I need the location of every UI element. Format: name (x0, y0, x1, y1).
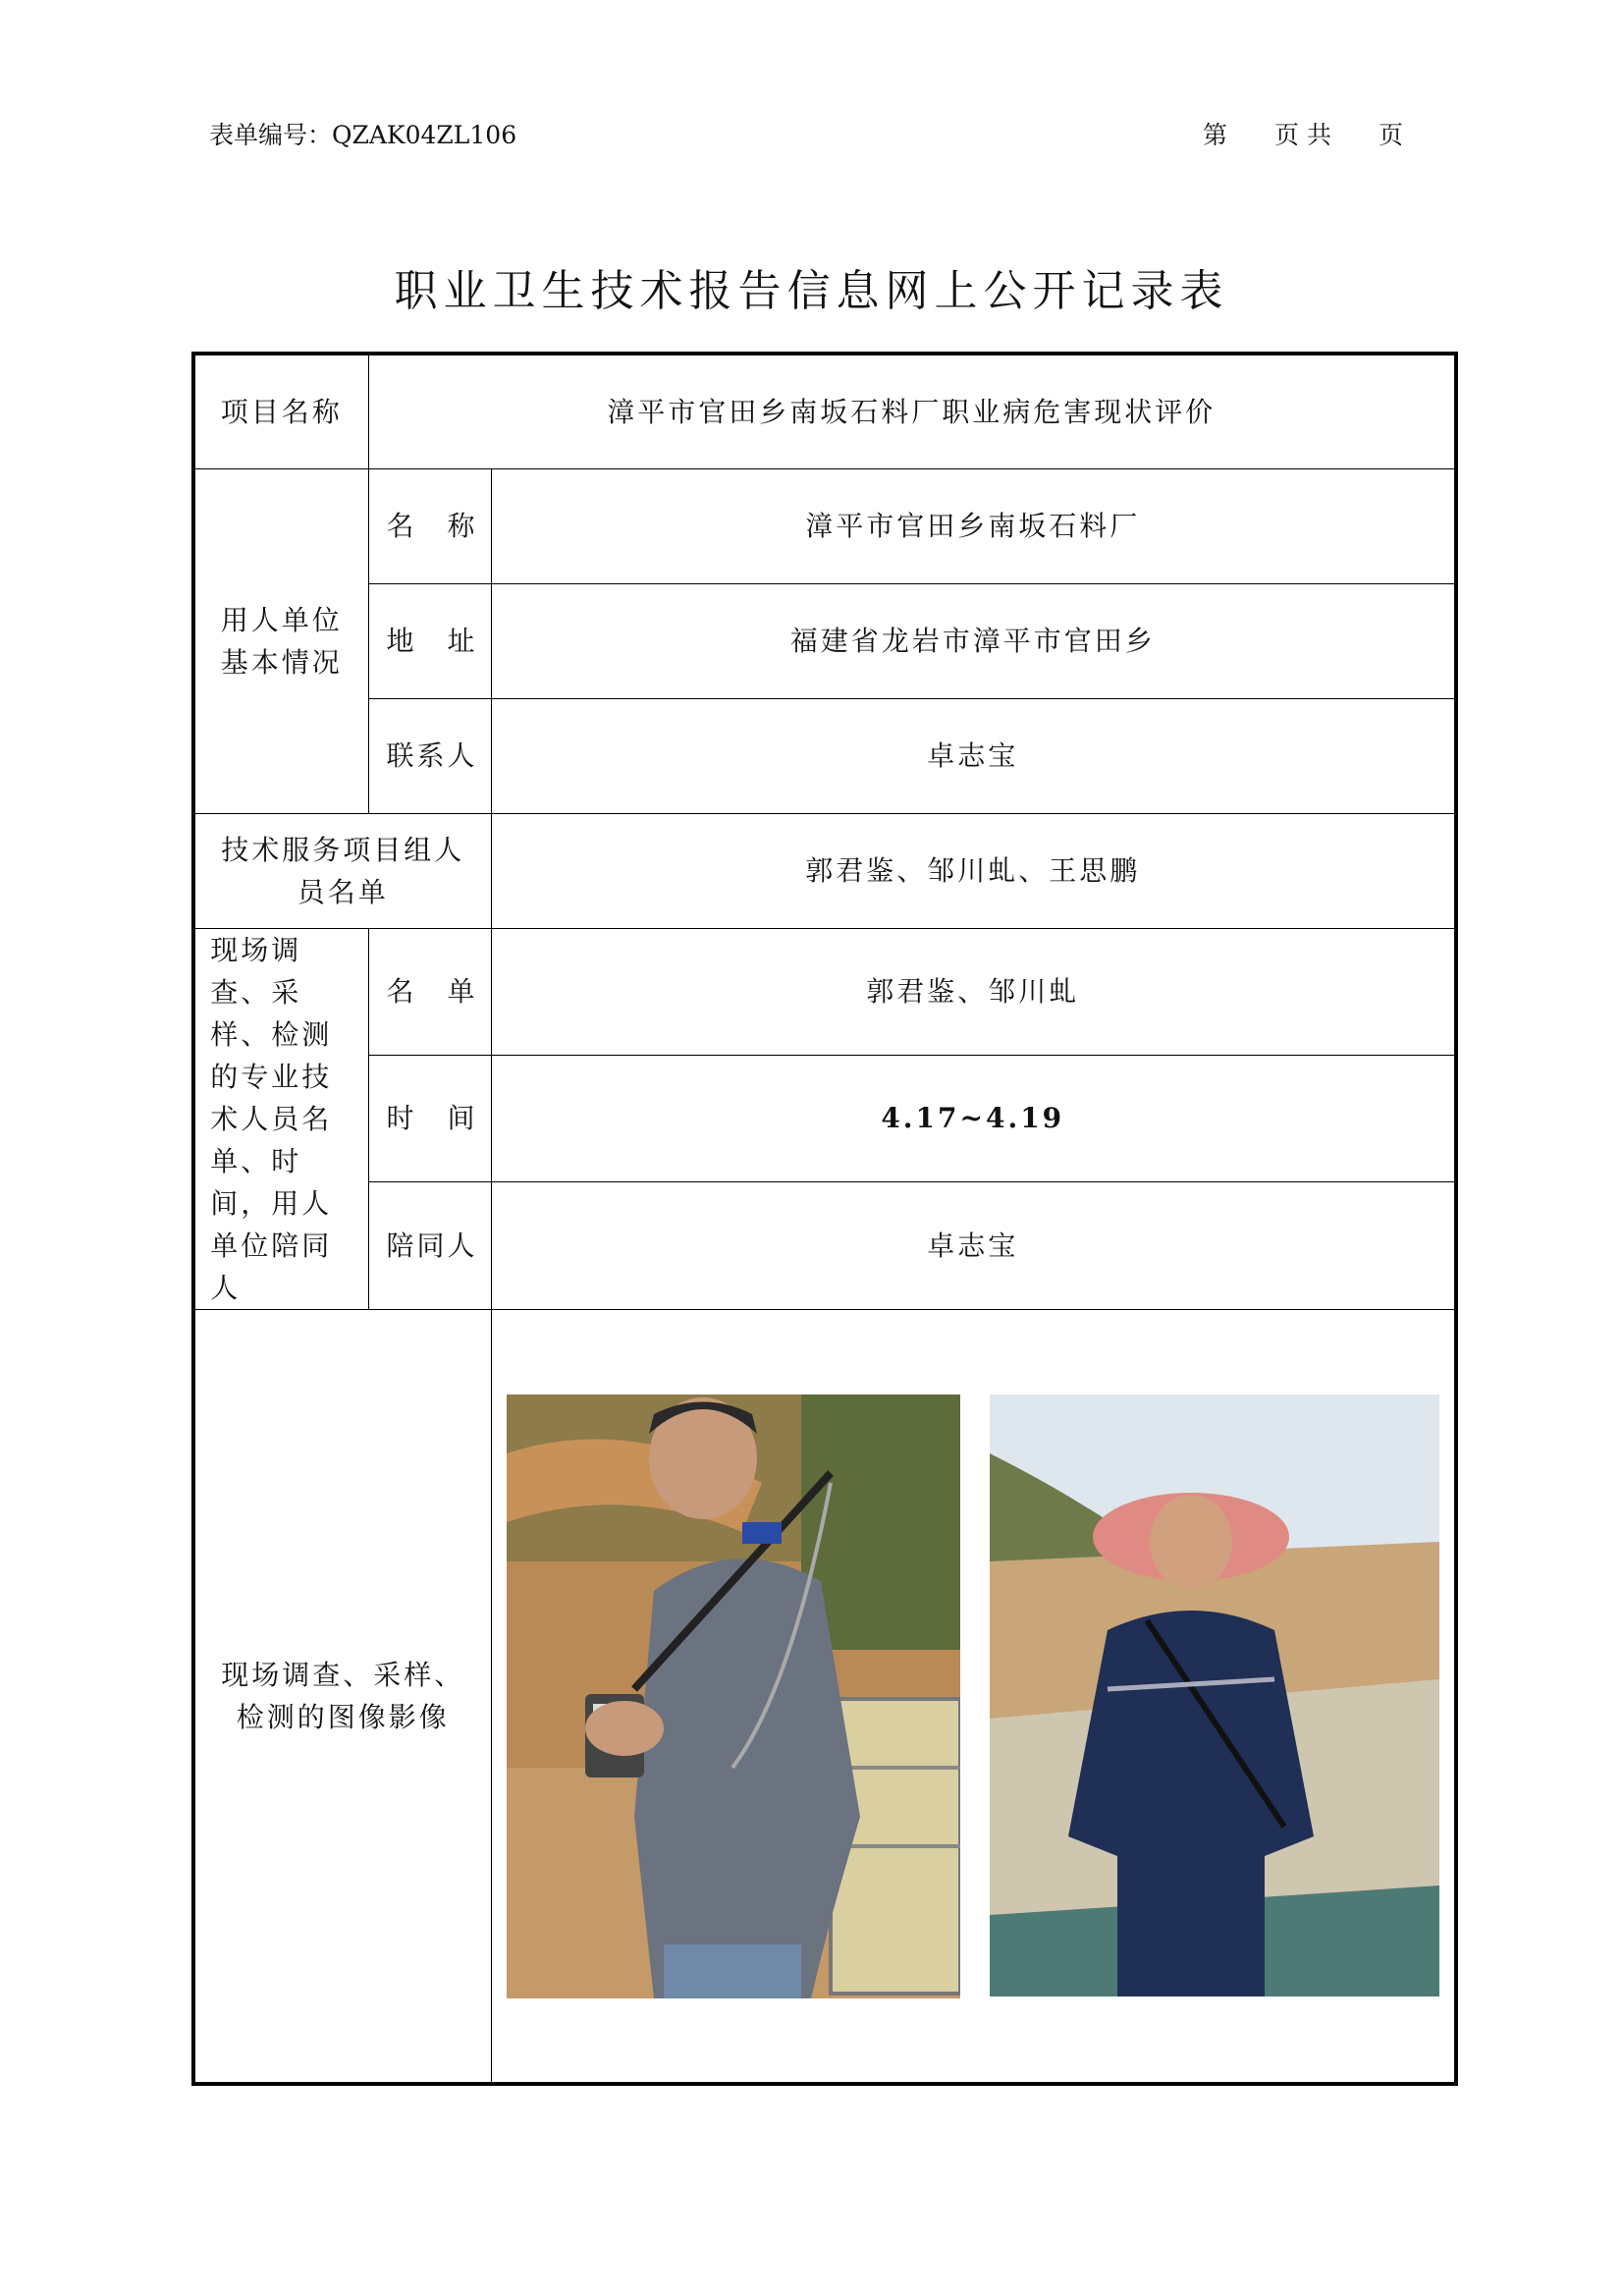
time-row (193, 1055, 1456, 1181)
images-cell (491, 1309, 1456, 2084)
project-name-label: 项目名称 (193, 354, 368, 468)
page-di: 第 (1203, 121, 1228, 149)
project-name-row (193, 354, 1456, 468)
escort-label: 陪同人 (368, 1182, 491, 1309)
site-photo-escort (990, 1394, 1439, 1996)
contact-label: 联系人 (368, 698, 491, 813)
site-photo-sampling (507, 1394, 960, 1998)
form-number (209, 116, 516, 151)
team-label-text: 技术服务项目组人员名单 (221, 833, 465, 908)
record-table (191, 352, 1458, 2086)
photo-area (492, 1310, 1455, 2082)
employer-name-row (193, 468, 1456, 583)
survey-name-row (193, 928, 1456, 1055)
survey-group-label-text: 现场调查、采样、检测的专业技术人员名单、时间，用人单位陪同人 (210, 933, 333, 1304)
contact-value: 卓志宝 (491, 698, 1456, 813)
employer-contact-row (193, 698, 1456, 813)
survey-name-label: 名 单 (368, 928, 491, 1055)
page-ye: 页 (1378, 121, 1403, 149)
survey-group-label (193, 928, 368, 1309)
images-label-text: 现场调查、采样、检测的图像影像 (221, 1658, 465, 1733)
images-label (193, 1309, 491, 2084)
team-row (193, 813, 1456, 928)
name-value: 漳平市官田乡南坂石料厂 (491, 468, 1456, 583)
form-number-value: QZAK04ZL106 (332, 121, 517, 149)
escort-row (193, 1182, 1456, 1309)
time-value: 4.17~4.19 (491, 1055, 1456, 1181)
project-name-value: 漳平市官田乡南坂石料厂职业病危害现状评价 (368, 354, 1456, 468)
images-row (193, 1309, 1456, 2084)
name-label: 名 称 (368, 468, 491, 583)
survey-name-value: 郭君鉴、邹川虬 (491, 928, 1456, 1055)
address-value: 福建省龙岩市漳平市官田乡 (491, 583, 1456, 698)
address-label: 地 址 (368, 583, 491, 698)
employer-group-label-text: 用人单位基本情况 (220, 603, 343, 679)
page-ye-gong: 页 共 (1274, 121, 1331, 149)
document-title: 职业卫生技术报告信息网上公开记录表 (394, 266, 1229, 316)
employer-address-row (193, 583, 1456, 698)
escort-value: 卓志宝 (491, 1182, 1456, 1309)
page-indicator (1203, 116, 1403, 151)
time-label: 时 间 (368, 1055, 491, 1181)
team-label (193, 813, 491, 928)
team-value: 郭君鉴、邹川虬、王思鹏 (491, 813, 1456, 928)
form-number-label: 表单编号： (209, 121, 333, 149)
employer-group-label (193, 468, 368, 813)
